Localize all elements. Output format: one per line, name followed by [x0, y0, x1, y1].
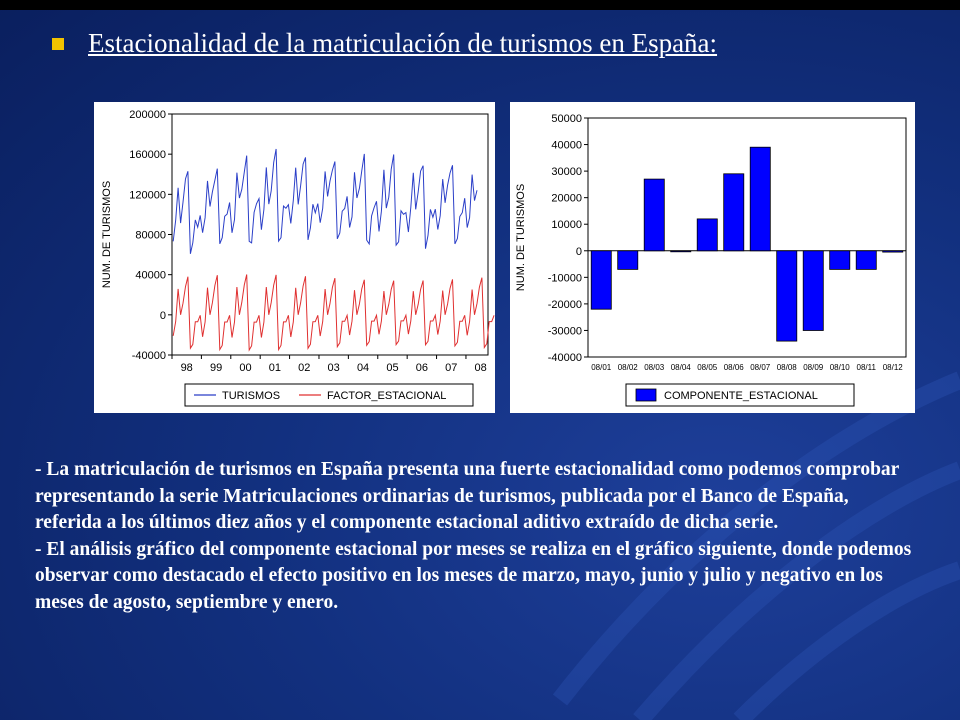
- legend: [626, 384, 854, 406]
- bar-chart-componente-estacional: [510, 102, 915, 413]
- y-axis-title: NUM. DE TURISMOS: [101, 180, 113, 289]
- series-turismos: [173, 149, 477, 254]
- y-tick-label: 80000: [135, 229, 166, 242]
- bar-08-01: [591, 251, 611, 309]
- line-chart-turismos: [94, 102, 495, 413]
- bar-08-05: [697, 219, 717, 251]
- slide-title: Estacionalidad de la matriculación de turismos en España:: [88, 28, 718, 58]
- x-tick-label: 08/11: [856, 363, 876, 372]
- bar-08-04: [671, 251, 691, 252]
- bar-08-12: [883, 251, 903, 252]
- x-tick-label: 08/06: [723, 363, 744, 372]
- bar-08-08: [777, 251, 797, 341]
- x-tick-label: 08/10: [829, 363, 850, 372]
- x-tick-label: 98: [180, 362, 193, 374]
- x-tick-label: 05: [386, 362, 399, 374]
- y-tick-label: 40000: [135, 269, 166, 282]
- x-tick-label: 08/07: [750, 363, 771, 372]
- legend-label-factor: FACTOR_ESTACIONAL: [327, 390, 447, 402]
- plot-frame: [588, 118, 906, 357]
- y-tick-label: 40000: [551, 139, 582, 152]
- x-tick-label: 06: [415, 362, 428, 374]
- x-tick-label: 08: [474, 362, 487, 374]
- y-tick-label: -30000: [547, 325, 582, 338]
- body-text: [35, 457, 915, 616]
- bar-08-02: [618, 251, 638, 270]
- x-tick-label: 99: [209, 362, 223, 374]
- y-axis-title: NUM. DE TURISMOS: [515, 183, 527, 292]
- x-tick-label: 08/12: [882, 363, 903, 372]
- x-tick-label: 01: [268, 362, 282, 374]
- bullet-square: [52, 38, 64, 50]
- legend: [185, 384, 473, 406]
- y-tick-label: -40000: [131, 350, 166, 362]
- x-tick-label: 03: [327, 362, 340, 374]
- y-tick-label: 160000: [129, 149, 166, 162]
- bar-chart-svg: [510, 102, 915, 413]
- bar-08-09: [803, 251, 823, 331]
- y-tick-label: 10000: [551, 219, 582, 232]
- title-row: [52, 28, 717, 59]
- y-tick-label: 0: [575, 245, 582, 258]
- x-tick-label: 08/05: [697, 363, 718, 372]
- y-tick-label: -10000: [547, 272, 582, 285]
- x-tick-label: 08/02: [617, 363, 638, 372]
- bar-08-11: [856, 251, 876, 270]
- bar-08-07: [750, 147, 770, 251]
- legend-swatch-componente: [636, 389, 656, 401]
- y-tick-label: 30000: [551, 166, 582, 179]
- bar-08-10: [830, 251, 850, 270]
- x-tick-label: 08/01: [591, 363, 612, 372]
- y-tick-label: 120000: [129, 189, 166, 202]
- x-tick-label: 04: [356, 362, 370, 374]
- legend-label-turismos: TURISMOS: [222, 390, 281, 402]
- bar-08-03: [644, 179, 664, 251]
- x-tick-label: 08/03: [644, 363, 665, 372]
- y-tick-label: -40000: [547, 352, 582, 364]
- series-factor-estacional: [173, 275, 494, 351]
- y-tick-label: 200000: [129, 109, 166, 121]
- legend-label-componente: COMPONENTE_ESTACIONAL: [664, 390, 818, 402]
- x-tick-label: 08/09: [803, 363, 824, 372]
- y-tick-label: -20000: [547, 298, 582, 311]
- x-tick-label: 02: [298, 362, 311, 374]
- line-chart-svg: [94, 102, 495, 413]
- x-tick-label: 08/08: [776, 363, 797, 372]
- paragraph-2: - El análisis gráfico del componente estacional por meses se realiza en el gráfico siguiente, donde podemos observar como destacado el efecto positivo en los meses de marzo, mayo, junio y julio y negativo en los meses de agosto, septiembre y enero.: [35, 538, 912, 613]
- y-tick-label: 0: [159, 309, 166, 322]
- bar-08-06: [724, 174, 744, 251]
- x-tick-label: 07: [445, 362, 458, 374]
- x-tick-label: 00: [239, 362, 252, 374]
- y-tick-label: 20000: [551, 192, 582, 205]
- paragraph-1: - La matriculación de turismos en España presenta una fuerte estacionalidad como podemos comprobar representando la serie Matriculaciones ordinarias de turismos, publicada por el Banco de España, referida a los últimos diez años y el componente estacional aditivo extraído de dicha serie.: [35, 459, 899, 533]
- x-tick-label: 08/04: [670, 363, 691, 372]
- y-tick-label: 50000: [551, 113, 582, 125]
